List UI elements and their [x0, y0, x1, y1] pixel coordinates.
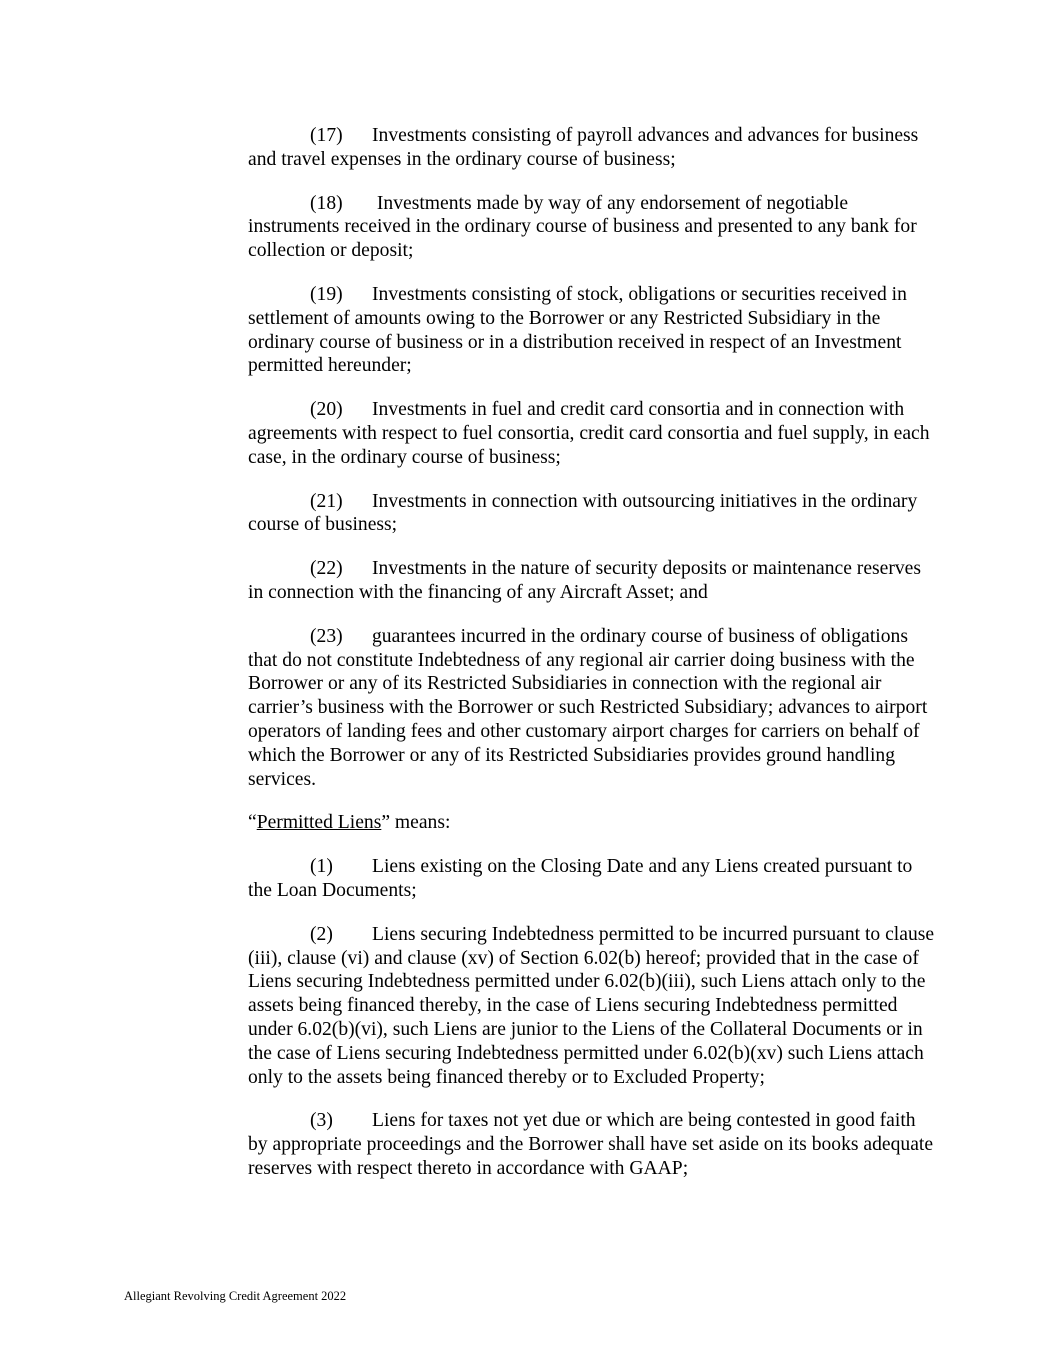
clause-21	[248, 490, 938, 538]
definition-permitted-liens	[248, 811, 938, 835]
page-footer: Allegiant Revolving Credit Agreement 2022	[124, 1289, 347, 1303]
clause-number: (23)	[310, 625, 343, 647]
clause-text: guarantees incurred in the ordinary course of business of obligations that do not constitute Indebtedness of any regional air carrier doing business with the Borrower or any of its Restricted Subsidiaries in connection with the regional air carrier’s business with the Borrower or such Restricted Subsidiary; advances to airport operators of landing fees and other customary airport charges for carriers on behalf of which the Borrower or any of its Restricted Subsidiaries provides ground handling services.	[248, 625, 928, 790]
clause-number: (21)	[310, 490, 343, 512]
clause-17	[248, 124, 938, 172]
definition-lead: ” means:	[381, 812, 451, 834]
document-body	[248, 124, 938, 1201]
clause-text: Investments consisting of payroll advances and advances for business and travel expenses in the ordinary course of business;	[248, 125, 919, 170]
clause-number: (2)	[310, 923, 333, 945]
clause-text: Investments in fuel and credit card consortia and in connection with agreements with respect to fuel consortia, credit card consortia and fuel supply, in each case, in the ordinary course of business;	[248, 399, 930, 468]
clause-text: Liens securing Indebtedness permitted to be incurred pursuant to clause (iii), clause (vi) and clause (xv) of Section 6.02(b) hereof; provided that in the case of Liens securing Indebtedness permitted under 6.02(b)(iii), such Liens attach only to the assets being financed thereby, in the case of Liens securing Indebtedness permitted under 6.02(b)(vi), such Liens are junior to the Liens of the Collateral Documents or in the case of Liens securing Indebtedness permitted under 6.02(b)(xv) such Liens attach only to the assets being financed thereby or to Excluded Property;	[248, 923, 935, 1088]
clause-20	[248, 398, 938, 469]
clause-text: Investments consisting of stock, obligations or securities received in settlement of amounts owing to the Borrower or any Restricted Subsidiary in the ordinary course of business or in a distribution received in respect of an Investment permitted hereunder;	[248, 283, 907, 377]
clause-number: (17)	[310, 125, 343, 146]
clause-23	[248, 625, 938, 792]
clause-19	[248, 283, 938, 378]
lien-clause-1	[248, 855, 938, 903]
clause-text: Liens existing on the Closing Date and any Liens created pursuant to the Loan Documents;	[248, 856, 913, 901]
clause-number: (1)	[310, 856, 333, 878]
lien-clause-2	[248, 923, 938, 1090]
clause-22	[248, 557, 938, 605]
defined-term: Permitted Liens	[256, 812, 382, 834]
clause-number: (19)	[310, 283, 343, 305]
clause-number: (20)	[310, 399, 343, 421]
open-quote: “	[248, 812, 257, 834]
clause-text: Investments made by way of any endorsement of negotiable instruments received in the ordinary course of business and presented to any bank for collection or deposit;	[248, 192, 922, 262]
clause-number: (3)	[310, 1110, 333, 1132]
clause-text: Investments in connection with outsourcing initiatives in the ordinary course of business;	[248, 490, 918, 536]
clause-text: Liens for taxes not yet due or which are being contested in good faith by appropriate proceedings and the Borrower shall have set aside on its books adequate reserves with respect thereto in accordance with GAAP;	[248, 1110, 934, 1179]
clause-text: Investments in the nature of security deposits or maintenance reserves in connection with the financing of any Aircraft Asset; and	[248, 558, 921, 603]
clause-number: (22)	[310, 558, 343, 580]
lien-clause-3	[248, 1109, 938, 1180]
clause-18	[248, 192, 938, 263]
clause-number: (18)	[310, 192, 343, 214]
